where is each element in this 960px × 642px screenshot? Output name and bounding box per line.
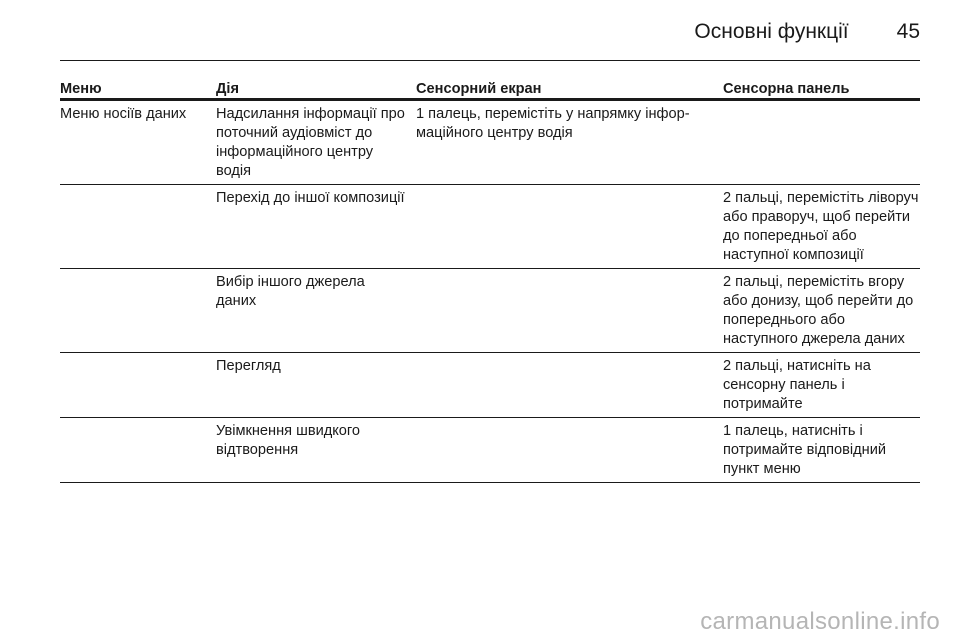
cell-touchscreen: 1 палець, перемістіть у напрямку інфор-маційного центру водія [416,106,690,141]
cell-touchscreen [416,422,723,479]
column-header-touchpad: Сенсорна панель [723,81,850,97]
header-divider [60,60,920,61]
page-number: 45 [896,20,920,43]
cell-touchpad: 2 пальці, натисніть на сенсорну панель і потримайте [723,358,871,412]
table-row [60,101,920,185]
table-row [60,185,920,269]
section-title: Основні функції [694,20,849,43]
column-header-action: Дія [216,81,239,97]
cell-menu [60,357,216,414]
cell-action: Вибір іншого джерела даних [216,274,365,309]
cell-menu [60,422,216,479]
cell-touchscreen [416,273,723,349]
cell-touchpad: 1 палець, натисніть і потримайте відповідний пункт меню [723,423,887,477]
column-header-menu: Меню [60,81,102,97]
column-header-touchscreen: Сенсорний екран [416,81,542,97]
cell-touchscreen [416,189,723,265]
table-row [60,418,920,483]
cell-action: Надсилання інформації про поточний аудіовміст до інформаційного центру водія [216,106,405,179]
table-row [60,269,920,353]
page-header [60,14,920,50]
cell-action: Перегляд [216,358,281,374]
table-header [60,80,920,101]
cell-menu: Меню носіїв даних [60,106,187,122]
cell-touchpad [723,105,920,181]
table-body [60,101,920,483]
cell-action: Перехід до іншої композиції [216,190,405,206]
cell-touchpad: 2 пальці, перемістіть ліворуч або праворуч, щоб перейти до попередньої або наступної композиції [723,190,919,263]
cell-menu [60,273,216,349]
controls-table [60,80,920,483]
cell-touchpad: 2 пальці, перемістіть вгору або донизу, щоб перейти до попереднього або наступного джерела даних [723,274,914,347]
cell-menu [60,189,216,265]
table-row [60,353,920,418]
cell-touchscreen [416,357,723,414]
watermark: carmanualsonline.info [700,608,940,635]
cell-action: Увімкнення швидкого відтворення [216,423,361,458]
